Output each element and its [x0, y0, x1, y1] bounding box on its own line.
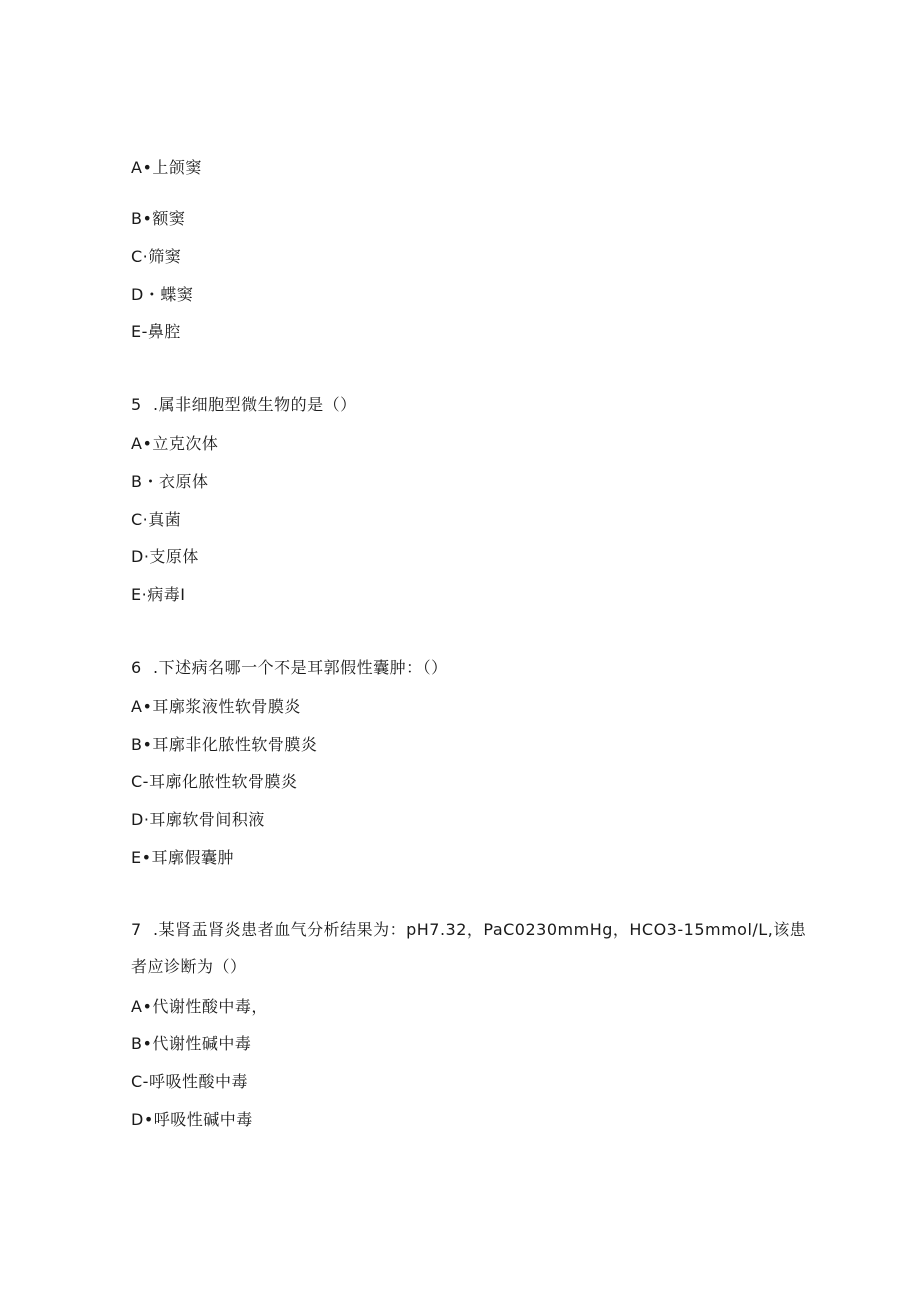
q7-option-a: A•代谢性酸中毒，	[131, 997, 268, 1016]
q4-option-e: E-鼻腔	[131, 322, 181, 341]
q6-option-d: D·耳廓软骨间积液	[131, 810, 265, 829]
q6-option-e: E•耳廓假囊肿	[131, 848, 235, 867]
q6-stem	[131, 658, 448, 678]
q6-option-b: B•耳廓非化脓性软骨膜炎	[131, 735, 318, 754]
q4-option-b: B•额窦	[131, 209, 186, 228]
q5-option-c: C·真菌	[131, 510, 182, 529]
q7-stem-continuation: 者应诊断为（）	[131, 957, 247, 976]
q7-option-b: B•代谢性碱中毒	[131, 1034, 252, 1053]
q6-stem-text: .下述病名哪一个不是耳郭假性囊肿：（）	[153, 658, 448, 677]
q6-option-c: C-耳廓化脓性软骨膜炎	[131, 772, 298, 791]
q4-option-a: A•上颌窦	[131, 158, 202, 177]
q5-option-b: B・衣原体	[131, 472, 209, 491]
q5-stem	[131, 395, 357, 415]
q4-option-d: D・蝶窦	[131, 285, 194, 304]
q7-option-c: C-呼吸性酸中毒	[131, 1072, 248, 1091]
q4-option-c: C·筛窦	[131, 247, 182, 266]
q5-option-d: D·支原体	[131, 547, 199, 566]
q5-option-a: A•立克次体	[131, 434, 219, 453]
q7-stem-text: .某肾盂肾炎患者血气分析结果为：pH7.32，PaC0230mmHg，HCO3-15mmol/L,该患	[153, 920, 807, 939]
q7-number: 7	[131, 920, 142, 939]
q7-stem	[131, 920, 806, 940]
q5-number: 5	[131, 395, 142, 414]
q6-number: 6	[131, 658, 142, 677]
q6-option-a: A•耳廓浆液性软骨膜炎	[131, 697, 301, 716]
q7-option-d: D•呼吸性碱中毒	[131, 1110, 253, 1129]
q5-stem-text: .属非细胞型微生物的是（）	[153, 395, 357, 414]
q5-option-e: E·病毒I	[131, 585, 186, 604]
